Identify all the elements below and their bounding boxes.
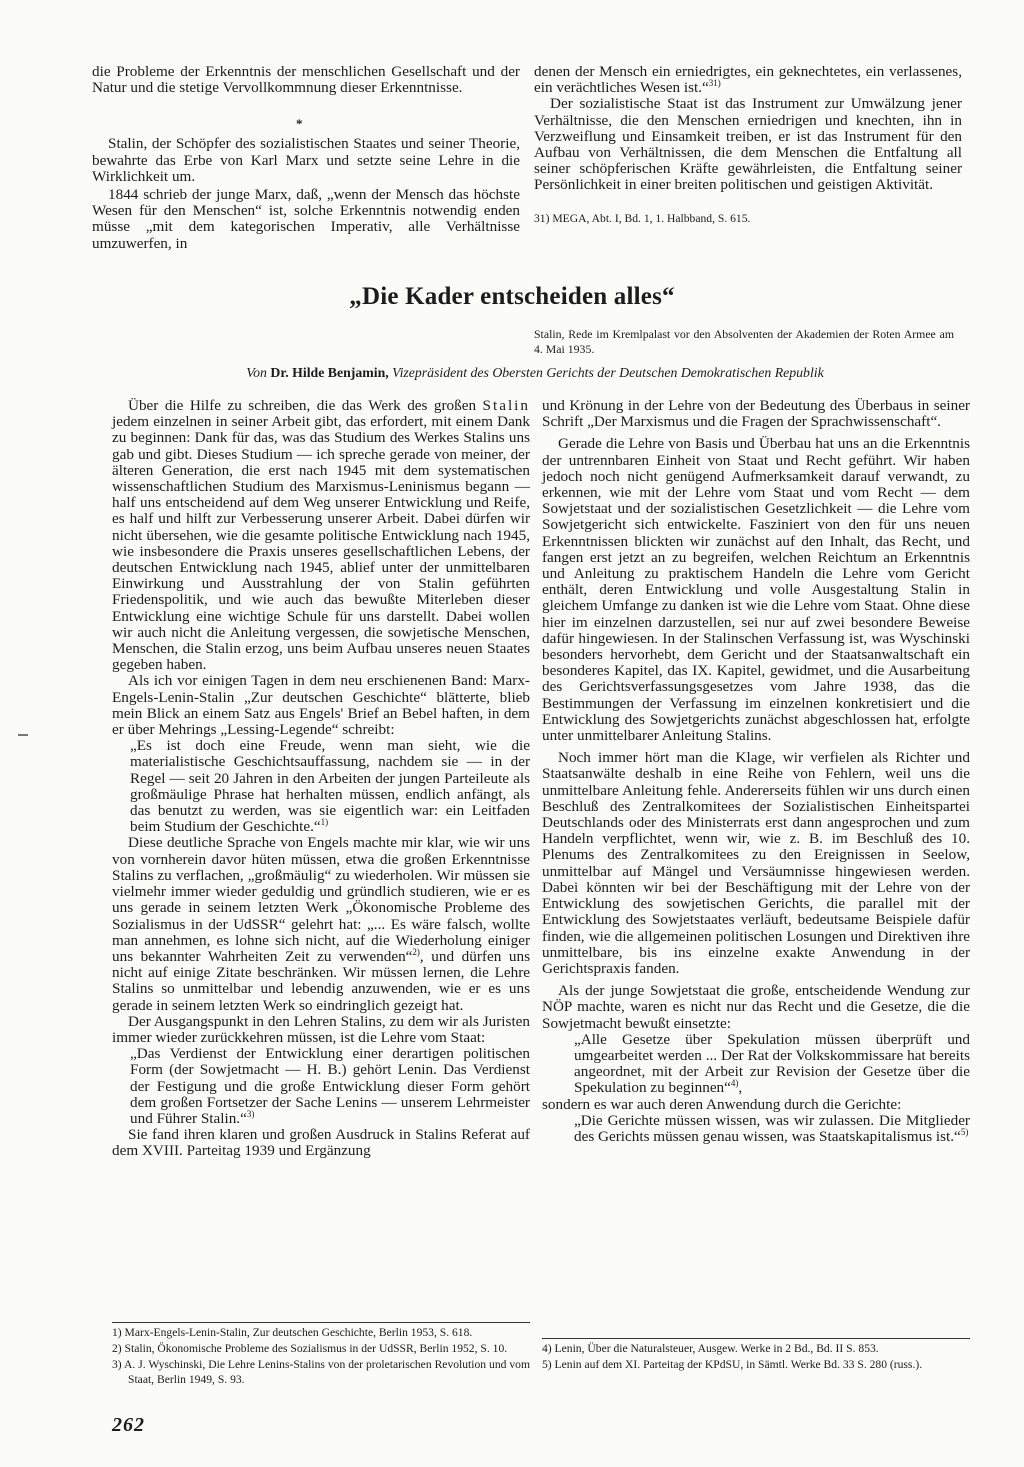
footnote: 31) MEGA, Abt. I, Bd. 1, 1. Halbband, S. 615. [534,211,751,225]
article-title: „Die Kader entscheiden alles“ [349,283,675,310]
left-footnotes [112,1326,530,1389]
top-left-column [92,64,520,252]
paragraph: Diese deutliche Sprache von Engels machte mir klar, wie wir uns von vornherein davor hüten müssen, etwa die großen Erkenntnisse Stalins zu verflachen, „großmäulig“ zu wiederholen. Wir müssen sie vielmehr immer wieder geduldig und gründlich studieren, wie er es uns gerade in seinem letzten Werk „Ökonomische Probleme des Sozialismus in der UdSSR“ gelehrt hat: „... Es wäre falsch, wollte man annehmen, es lohne sich nicht, auf die Wiederholung einiger uns bekannter Wahrheiten Zeit zu verwenden“$^{2)}$, und dürfen uns nicht auf einige Zitate beschränken. Wir müssen lernen, die Lehre Stalins so unmittelbar und lebendig anzuwenden, wie er es uns gerade in seinem letzten Werk so eindringlich gezeigt hat. [112,834,530,1014]
footnote-ref: 4) [730,1078,739,1089]
byline-title: Vizepräsident des Obersten Gerichts der Deutschen Demokratischen Republik [392,365,824,380]
quotation: „Die Gerichte müssen wissen, was wir zulassen. Die Mitglieder des Gerichts müssen genau wissen, was Staatskapitalismus ist.“$^{5)}$ [574,1111,970,1145]
left-column [112,398,530,1160]
paragraph: Sie fand ihren klaren und großen Ausdruck in Stalins Referat auf dem XVIII. Parteitag 1939 und Ergänzung [112,1126,530,1160]
section-divider-star: * [296,116,303,131]
paragraph: Als der junge Sowjetstaat die große, entscheidende Wendung zur NÖP machte, waren es nicht nur das Recht und die Gesetze, die die Sowjetmacht bewußt einsetzte: [542,982,970,1032]
paragraph: Über die Hilfe zu schreiben, die das Werk des großen Stalin jedem einzelnen in seiner Arbeit gibt, das erfordert, mit einem Dank zu beginnen: Dank für das, was das Studium des Werkes Stalins uns gab und gibt. Dieses Studium — ich spreche gerade von meiner, der älteren Generation, die erst nach 1945 mit dem systematischen wissenschaftlichen Studium des Marxismus-Leninismus begann — half uns entscheidend auf dem Weg unserer Entwicklung und Reife, es half und hilft zur Verbesserung unserer Arbeit. Dabei dürfen wir nicht übersehen, wie die gesamte politische Entwicklung nach 1945, wie insbesondere die Praxis unseres gesellschaftlichen Lebens, der deutschen Entwicklung nach 1945, ablief unter der unmittelbaren Einwirkung und Ausstrahlung der von Stalin geführten Friedenspolitik, und wie auch das bewußte Miterleben dieser Entwicklung eine wichtige Schule für uns darstellt. Dabei wollen wir auch nicht die Anleitung vergessen, die sowjetische Menschen, Menschen, die Stalin erzog, uns beim Aufbau unseres neuen Staates gegeben haben. [112,397,530,674]
top-right-column [534,64,962,228]
right-footnotes [542,1342,970,1374]
page-number: 262 [112,1414,145,1436]
paragraph: und Krönung in der Lehre von der Bedeutung des Überbaus in seiner Schrift „Der Marxismus und die Fragen der Sprachwissenschaft“. [542,397,970,431]
footnote: 1) Marx-Engels-Lenin-Stalin, Zur deutschen Geschichte, Berlin 1953, S. 618. [112,1326,473,1339]
footnote-ref: 2) [412,946,420,957]
paragraph: Als ich vor einigen Tagen in dem neu erschienenen Band: Marx-Engels-Lenin-Stalin „Zur deutschen Geschichte“ blätterte, blieb mein Blick an einem Satz aus Engels' Brief an Bebel haften, in dem er über Mehrings „Lessing-Legende“ schreibt: [112,672,530,739]
quotation: „Alle Gesetze über Spekulation müssen überprüft und umgearbeitet werden ... Der Rat der Volkskommissare hat bereits angeordnet, mit der Arbeit zur Revision der Gesetze über die Spekulation zu beginnen“$^{4)}$, [574,1030,970,1097]
footnote-ref: 3) [246,1108,255,1119]
footnote-ref: 5) [960,1126,969,1137]
paragraph: sondern es war auch deren Anwendung durch die Gerichte: [542,1095,902,1113]
footnote-ref: 31) [708,78,721,89]
paragraph: denen der Mensch ein erniedrigtes, ein geknechtetes, ein verlassenes, ein verächtliches Wesen ist.“$^{31)}$ [534,63,962,97]
paragraph: Noch immer hört man die Klage, wir verfielen als Richter und Staatsanwälte deshalb in eine Reihe von Fehlern, weil uns die unmittelbare Anleitung fehle. Andererseits fühlen wir uns durch einen Beschluß des Zentralkomitees der Sozialistischen Einheitspartei Deutschlands oder des Ministerrats erst dann angesprochen und zum Handeln verpflichtet, wenn wir, wie z. B. im Beschluß des 10. Plenums des Zentralkomitees zu den Ereignissen in Seelow, unmittelbar auf Mängel und Versäumnisse hingewiesen werden. Dabei könnten wir bei der Beschäftigung mit der Lehre von der Entwicklung des sowjetischen Gerichts, die parallel mit der Entwicklung des Sowjetstaates verläuft, bedeutsame Beispiele dafür finden, wie die allgemeinen politischen Losungen und Direktiven ihre unmittelbare, bis ins einzelne exakte Anwendung in der Gerichtspraxis fanden. [542,749,970,977]
byline-author: Dr. Hilde Benjamin, [270,365,389,380]
article-epigraph-source: Stalin, Rede im Kremlpalast vor den Absolventen der Akademien der Roten Armee am 4. Mai 1935. [534,327,954,356]
right-column [542,398,970,1145]
footnote: 5) Lenin auf dem XI. Parteitag der KPdSU, in Sämtl. Werke Bd. 33 S. 280 (russ.). [542,1358,923,1372]
quotation: „Es ist doch eine Freude, wenn man sieht, wie die materialistische Geschichtsauffassung, nachdem sie — in der Regel — seit 20 Jahren in den Arbeiten der jungen Parteileute als großmäulige Phrase hat herhalten müssen, endlich anfängt, als das benutzt zu werden, was sie eigentlich war: ein Leitfaden beim Studium der Geschichte.“$^{1)}$ [130,737,530,836]
footnote: 4) Lenin, Über die Naturalsteuer, Ausgew. Werke in 2 Bd., Bd. II S. 853. [542,1342,879,1355]
margin-mark [18,734,28,736]
quotation: „Das Verdienst der Entwicklung einer derartigen politischen Form (der Sowjetmacht — H. B.) gehört Lenin. Das Verdienst der Festigung und die große Entwicklung dieser Form gehört dem großen Fortsetzer der Sache Lenins — unserem Lehrmeister und Führer Stalin.“$^{3)}$ [130,1045,530,1127]
footnote: 2) Stalin, Ökonomische Probleme des Sozialismus in der UdSSR, Berlin 1952, S. 10. [112,1342,508,1356]
footnote-rule [112,1322,530,1323]
paragraph: die Probleme der Erkenntnis der menschlichen Gesellschaft und der Natur und die stetige Vervollkommnung dieser Erkenntnisse. [92,63,520,97]
paragraph: 1844 schrieb der junge Marx, daß, „wenn der Mensch das höchste Wesen für den Menschen“ ist, solche Erkenntnis notwendig enden müsse „mit dem kategorischen Imperativ, alle Verhältnisse umzuwerfen, in [92,186,520,252]
paragraph: Gerade die Lehre von Basis und Überbau hat uns an die Erkenntnis der untrennbaren Einheit von Staat und Recht geführt. Wir haben jedoch noch nicht genügend Aufmerksamkeit darauf verwandt, zu erkennen, wie mit der Lehre vom Staat und vom Recht — dem Sowjetstaat und der sozialistischen Gesetzlichkeit — die Lehre vom Sowjetgericht sich entwickelte. Fasziniert von den für uns neuen Erkenntnissen blickten wir zunächst auf den Inhalt, das Recht, und fangen erst jetzt an zu begreifen, welchen Reichtum an Erkenntnis und Anleitung zu praktischem Handeln die Lehre vom Gericht enthält, deren Entwicklung und volle Ausgestaltung Stalin in gleichem Umfange zu danken ist wie die Lehre vom Staat. Ohne diese hier im einzelnen darzustellen, sei nur auf zwei besondere Beweise dafür hingewiesen. In der Stalinschen Verfassung ist, was Wyschinski besonders hervorhebt, dem Gericht und der Staatsanwaltschaft ein besonderes Kapitel, das IX. Kapitel, gewidmet, und die Ausarbeitung des Gerichtsverfassungsgesetzes vom Jahre 1938, das die Bestimmungen der Verfassung im einzelnen konkretisiert und die Entwicklung des Sowjetgerichts zunächst abgeschlossen hat, erfolgte unter unmittelbarer Anleitung Stalins. [542,435,970,745]
paragraph: Der Ausgangspunkt in den Lehren Stalins, zu dem wir als Juristen immer wieder zurückkehren müssen, ist die Lehre vom Staat: [112,1012,530,1046]
paragraph: Stalin, der Schöpfer des sozialistischen Staates und seiner Theorie, bewahrte das Erbe von Karl Marx und setzte seine Lehre in die Wirklichkeit um. [92,135,520,185]
footnote-rule [542,1338,970,1339]
footnote-ref: 1) [320,817,329,828]
byline [60,364,1010,382]
footnote: 3) A. J. Wyschinski, Die Lehre Lenins-Stalins von der proletarischen Revolution und vom Staat, Berlin 1949, S. 93. [112,1358,530,1386]
footnotes [534,212,962,226]
emphasized-name: Stalin [482,397,530,414]
byline-prefix: Von [246,365,267,380]
paragraph: Der sozialistische Staat ist das Instrument zur Umwälzung jener Verhältnisse, die den Menschen erniedrigen und knechten, ihn in Verzweiflung und Einsamkeit treiben, er ist das Instrument für den Aufbau von Verhältnissen, die dem Menschen die Entfaltung all seiner schöpferischen Kräfte gewährleisten, die Entfaltung seiner Persönlichkeit in einer breiten politischen und geistigen Aktivität. [534,95,962,194]
